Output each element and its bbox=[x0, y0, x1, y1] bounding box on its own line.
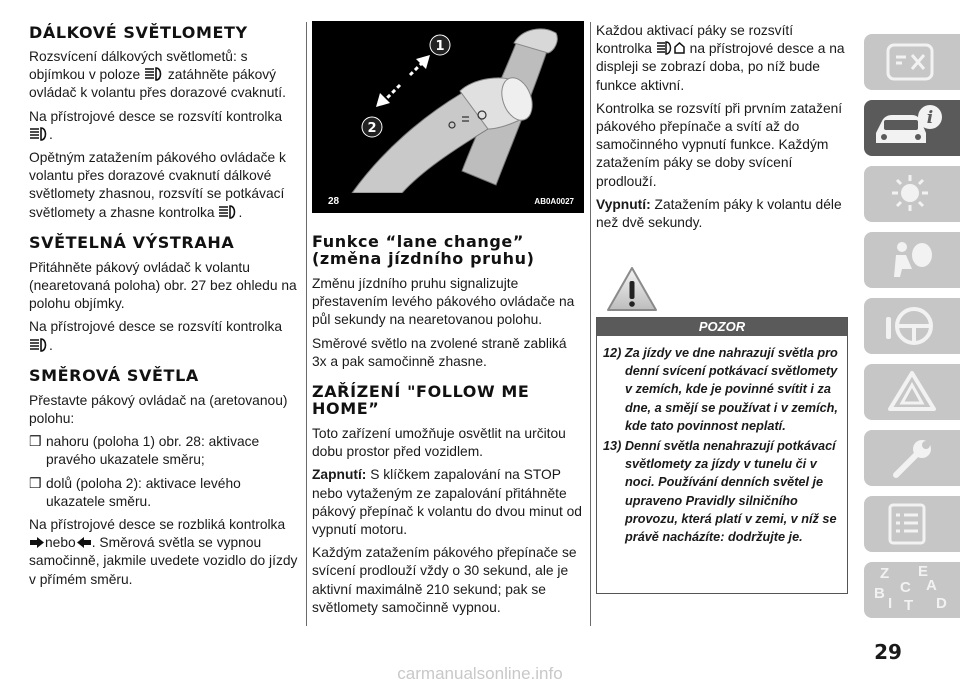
heading-follow-me-home: ZAŘÍZENÍ "FOLLOW ME HOME” bbox=[312, 382, 530, 419]
tab-safety[interactable] bbox=[864, 232, 960, 288]
column-right bbox=[596, 0, 852, 237]
wrench-icon bbox=[882, 435, 942, 481]
paragraph: Na přístrojové desce se rozsvítí kontrolka . bbox=[29, 108, 283, 142]
paragraph: Zapnutí: S klíčkem zapalování na STOP nebo vytaženým ze zapalování přitáhněte pákový přepínač k volantu do dvou minut od vypnutí motoru. bbox=[312, 467, 582, 538]
tab-starting-driving[interactable] bbox=[864, 298, 960, 354]
heading-turn-signals: SMĚROVÁ SVĚTLA bbox=[29, 365, 199, 385]
tab-technical-data[interactable] bbox=[864, 496, 960, 552]
callout-1: 1 bbox=[435, 39, 445, 54]
paragraph: Opětným zatažením pákového ovládače k volantu přes dorazové cvaknutí dálkové světlomety zhasnou, rozsvítí se potkávací světlomety a zhasne kontrolka . bbox=[29, 150, 286, 220]
list-item: ❒ nahoru (poloha 1) obr. 28: aktivace pravého ukazatele směru; bbox=[29, 434, 260, 468]
stalk-illustration bbox=[312, 21, 584, 193]
warning-triangle-icon bbox=[606, 266, 658, 312]
airbag-icon bbox=[882, 237, 942, 283]
warning-item: 13) Denní světla nenahrazují potkávací světlomety za jízdy v tunelu či v noci. Používání denních světel je upraveno Pravidly silničního provozu, která platí v zemi, v níž se právě nacházíte: dodržujte je. bbox=[603, 439, 837, 545]
list-item: ❒ dolů (poloha 2): aktivace levého ukazatele směru. bbox=[29, 475, 241, 509]
paragraph: Na přístrojové desce se rozbliká kontrolka nebo . Směrová světla se vypnou samočinně, jakmile uvedete vozidlo do jízdy v přímém směru. bbox=[29, 517, 298, 587]
steering-wheel-icon bbox=[882, 303, 942, 349]
figure-number: 28 bbox=[328, 196, 340, 207]
paragraph: Přestavte pákový ovládač na (aretovanou) polohu: bbox=[29, 392, 288, 427]
paragraph: Každou aktivací páky se rozsvítí kontrolka na přístrojové desce a na displeji se zobrazí doba, po níž bude funkce aktivní. bbox=[596, 23, 845, 93]
follow-me-home-icon bbox=[656, 41, 686, 55]
right-arrow-icon bbox=[29, 536, 45, 549]
paragraph: Změnu jízdního pruhu signalizujte přestavením levého pákového ovládače na půl sekundy na nearetovanou polohu. bbox=[312, 276, 575, 328]
paragraph: Rozsvícení dálkových světlometů: s objímkou v poloze zatáhněte pákový ovládač k volantu přes dorazové cvaknutí. bbox=[29, 49, 286, 101]
column-divider bbox=[306, 22, 307, 626]
paragraph: Směrové světlo na zvolené straně zabliká 3x a pak samočinně zhasne. bbox=[312, 335, 567, 369]
column-divider bbox=[590, 22, 591, 626]
high-beam-icon bbox=[29, 127, 49, 141]
high-beam-icon bbox=[218, 205, 238, 219]
figure-caption-bar bbox=[312, 193, 584, 213]
figure-28 bbox=[312, 21, 584, 217]
callout-2: 2 bbox=[367, 121, 377, 136]
warning-light-icon bbox=[882, 369, 942, 415]
paragraph: Vypnutí: Zatažením páky k volantu déle než dvě sekundy. bbox=[596, 196, 842, 231]
figure-code: AB0A0027 bbox=[534, 197, 574, 206]
paragraph: Přitáhněte pákový ovládač k volantu (nearetovaná poloha) obr. 27 bez ohledu na polohu objímky. bbox=[29, 259, 297, 312]
heading-flash: SVĚTELNÁ VÝSTRAHA bbox=[29, 232, 235, 252]
tab-emergency[interactable] bbox=[864, 364, 960, 420]
page-number: 29 bbox=[874, 640, 902, 664]
heading-lane-change: Funkce “lane change” (změna jízdního pruhu) bbox=[312, 232, 535, 268]
paragraph: Kontrolka se rozsvítí při prvním zatažení pákového přepínače a svítí až do samočinného vypnutí funkce. Každým zatažením páky se doby svícení prodlouží. bbox=[596, 100, 843, 189]
high-beam-icon bbox=[144, 67, 164, 81]
index-letters: Z E A B C I T D bbox=[874, 563, 947, 614]
left-arrow-icon bbox=[76, 536, 92, 549]
paragraph: Na přístrojové desce se rozsvítí kontrolka . bbox=[29, 319, 283, 353]
tab-knowing-the-car[interactable] bbox=[864, 100, 960, 156]
paragraph: Toto zařízení umožňuje osvětlit na určitou dobu prostor před vozidlem. bbox=[312, 426, 566, 460]
car-info-icon bbox=[870, 103, 950, 153]
svg-text:i: i bbox=[926, 108, 934, 128]
heading-high-beam: DÁLKOVÉ SVĚTLOMETY bbox=[29, 23, 248, 42]
tab-index[interactable] bbox=[864, 562, 960, 618]
tab-maintenance[interactable] bbox=[864, 430, 960, 486]
light-icon bbox=[882, 171, 942, 217]
column-left bbox=[29, 0, 301, 594]
tab-lights[interactable] bbox=[864, 166, 960, 222]
warning-item: 12) Za jízdy ve dne nahrazují světla pro denní svícení potkávací světlomety v zemích, kde je povinné svítit i za dne, a smějí se používat i v zemích, kde tato povinnost neplatí. bbox=[603, 346, 838, 433]
warning-box bbox=[596, 317, 848, 594]
watermark: carmanualsonline.info bbox=[397, 664, 563, 683]
tab-dashboard[interactable] bbox=[864, 34, 960, 90]
dashboard-icon bbox=[882, 39, 942, 85]
checklist-icon bbox=[882, 501, 942, 547]
column-middle bbox=[312, 0, 584, 622]
high-beam-icon bbox=[29, 338, 49, 352]
paragraph: Každým zatažením pákového přepínače se svícení prodlouží vždy o 30 sekund, ale je aktivní maximálně 210 sekund; pak se světlomety samočinně vypnou. bbox=[312, 545, 577, 615]
warning-title: POZOR bbox=[597, 318, 847, 336]
